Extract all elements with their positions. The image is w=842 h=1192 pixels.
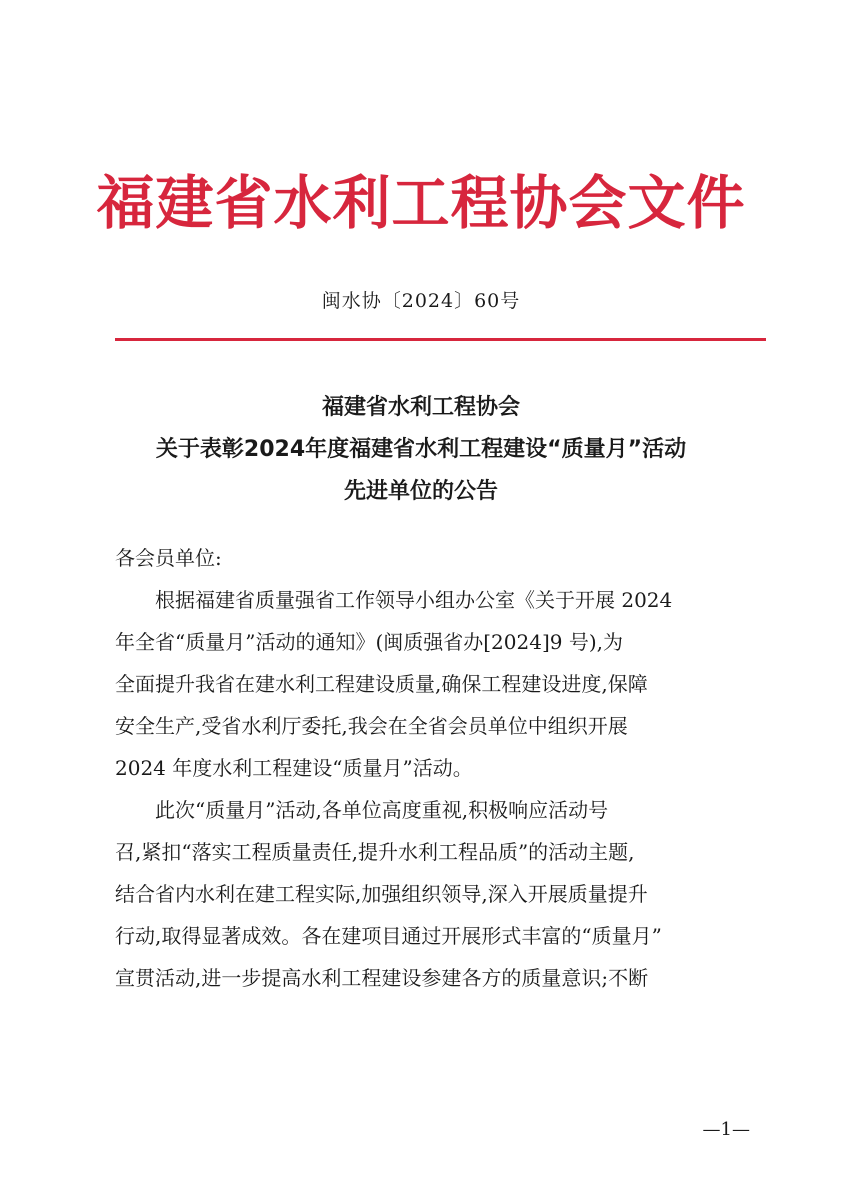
paragraph-2-line: 行动,取得显著成效。各在建项目通过开展形式丰富的“质量月” bbox=[115, 924, 662, 948]
paragraph-2-line: 此次“质量月”活动,各单位高度重视,积极响应活动号 bbox=[155, 798, 609, 822]
paragraph-2-line: 结合省内水利在建工程实际,加强组织领导,深入开展质量提升 bbox=[115, 882, 648, 906]
red-divider-line bbox=[115, 338, 766, 341]
page-number: —1— bbox=[702, 1119, 750, 1140]
document-title bbox=[0, 387, 842, 513]
title-line-1: 福建省水利工程协会 bbox=[321, 395, 520, 420]
salutation: 各会员单位: bbox=[115, 546, 222, 570]
document-masthead: 福建省水利工程协会文件 bbox=[96, 169, 746, 237]
paragraph-1-line: 全面提升我省在建水利工程建设质量,确保工程建设进度,保障 bbox=[115, 672, 648, 696]
paragraph-1 bbox=[115, 579, 755, 789]
paragraph-2-line: 召,紧扣“落实工程质量责任,提升水利工程品质”的活动主题, bbox=[115, 840, 635, 864]
title-line-3: 先进单位的公告 bbox=[343, 479, 498, 504]
paragraph-1-line: 2024 年度水利工程建设“质量月”活动。 bbox=[115, 756, 473, 780]
paragraph-1-line: 根据福建省质量强省工作领导小组办公室《关于开展 2024 bbox=[155, 588, 673, 612]
paragraph-2-line: 宣贯活动,进一步提高水利工程建设参建各方的质量意识;不断 bbox=[115, 966, 649, 990]
paragraph-2 bbox=[115, 789, 755, 999]
paragraph-1-line: 安全生产,受省水利厅委托,我会在全省会员单位中组织开展 bbox=[115, 714, 628, 738]
document-number: 闽水协〔2024〕60号 bbox=[321, 290, 521, 312]
paragraph-1-line: 年全省“质量月”活动的通知》(闽质强省办[2024]9 号),为 bbox=[115, 630, 623, 654]
document-body bbox=[115, 537, 755, 999]
title-line-2: 关于表彰2024年度福建省水利工程建设“质量月”活动 bbox=[155, 437, 687, 462]
